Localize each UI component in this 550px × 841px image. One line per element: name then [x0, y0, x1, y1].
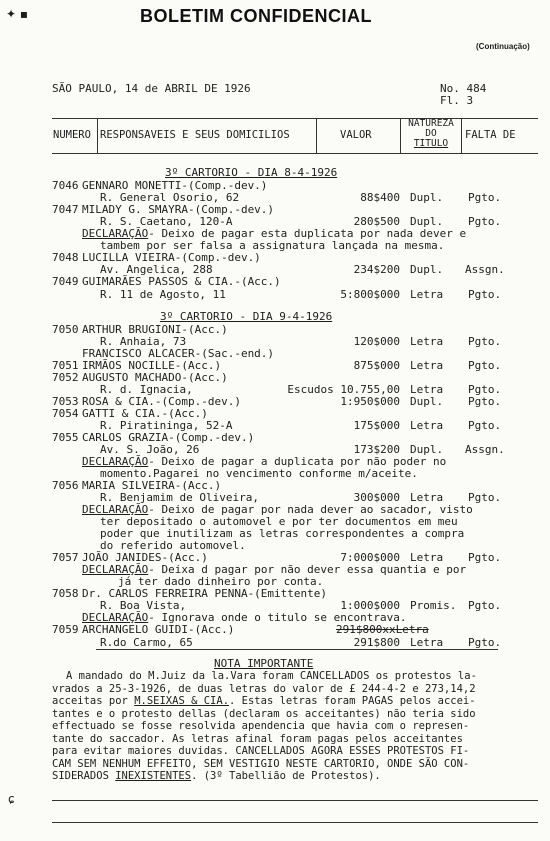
- ink-mark-bottom-left: ɕ: [8, 792, 15, 806]
- row-7047-falta: Pgto.: [468, 215, 502, 228]
- row-7049-valor: 5:800$000: [340, 288, 400, 301]
- row-7047-declaracao-cont: tambem por ser falsa a assignatura lançada na mesma.: [100, 239, 445, 252]
- nota-line-3c: . Estas letras foram PAGAS pelos accei-: [229, 695, 476, 707]
- nota-line-9: [52, 770, 477, 783]
- row-7058-valor: 1:000$000: [340, 599, 400, 612]
- row-7048-valor: 234$200: [353, 263, 400, 276]
- nota-line-9c: . (3º Tabellião de Protestos).: [191, 770, 381, 782]
- nota-line-5: effectuado se fosse resolvida apendencia que havia com o represen-: [52, 720, 470, 732]
- declaracao-label: DECLARAÇÃO: [82, 503, 149, 516]
- row-7050-falta: Pgto.: [468, 335, 502, 348]
- nota-heading: NOTA IMPORTANTE: [214, 657, 314, 670]
- row-7055-num: 7055: [52, 431, 79, 444]
- declaracao-label: DECLARAÇÃO: [82, 563, 149, 576]
- nota-body: [52, 670, 477, 783]
- row-7054-name: GATTI & CIA.-(Acc.): [82, 407, 208, 420]
- col-divider-1: [97, 118, 98, 153]
- row-7059-underline: [96, 649, 498, 650]
- row-7046-num: 7046: [52, 179, 79, 192]
- row-7050-name: ARTHUR BRUGIONI-(Acc.): [82, 323, 228, 336]
- col-divider-4: [461, 118, 462, 153]
- row-7056-declaracao-cont-1: ter depositado o automovel e por ter documentos em meu: [100, 515, 458, 528]
- row-7049-falta: Pgto.: [468, 288, 502, 301]
- col-header-valor: VALOR: [340, 129, 372, 141]
- col-header-natureza-line2: DO: [425, 128, 437, 139]
- row-7058-falta: Pgto.: [468, 599, 502, 612]
- row-7049-name: GUIMARÃES PASSOS & CIA.-(Acc.): [82, 275, 281, 288]
- row-7049-tipo: Letra: [410, 288, 444, 301]
- row-7051-falta: Pgto.: [468, 359, 502, 372]
- ink-mark-top-left: ✦ ▪: [6, 7, 29, 21]
- row-7057-valor: 7:000$000: [340, 551, 400, 564]
- row-7049-addr: R. 11 de Agosto, 11: [100, 288, 226, 301]
- row-7058-addr: R. Boa Vista,: [100, 599, 187, 612]
- row-7057-name: JOÃO JANIDES-(Acc.): [82, 551, 208, 564]
- row-7047-num: 7047: [52, 203, 79, 216]
- row-7059-falta: Pgto.: [468, 636, 502, 649]
- nota-line-3a: acceitas por: [52, 695, 135, 707]
- row-7059-struck-entry: 291$800xxLetra: [336, 623, 429, 636]
- row-7056-tipo: Letra: [410, 491, 444, 504]
- row-7046-addr: R. General Osorio, 62: [100, 191, 240, 204]
- row-7059-valor: 291$800: [353, 636, 400, 649]
- declaracao-text: - Deixo de pagar a duplicata por não poder no: [148, 455, 447, 468]
- nota-line-1: A mandado do M.Juiz da la.Vara foram CANCELLADOS os protestos la-: [66, 670, 477, 682]
- row-7052-name: AUGUSTO MACHADO-(Acc.): [82, 371, 228, 384]
- section-heading-9-4: 3º CARTORIO - DIA 9-4-1926: [160, 310, 333, 323]
- nota-line-3: [52, 695, 477, 708]
- nota-company: M.SEIXAS & CIA.: [134, 695, 230, 707]
- col-divider-2: [316, 118, 317, 153]
- row-7059-name: ARCHANGELO GUIDI-(Acc.): [82, 623, 235, 636]
- declaracao-label: DECLARAÇÃO: [82, 455, 149, 468]
- row-7050-addr: R. Anhaia, 73: [100, 335, 187, 348]
- row-7052-valor: Escudos 10.755,00: [287, 383, 400, 396]
- row-7056-name: MARIA SILVEIRA-(Acc.): [82, 479, 222, 492]
- col-header-responsaveis: RESPONSAVEIS E SEUS DOMICILIOS: [100, 129, 290, 141]
- table-top-rule: [52, 118, 538, 119]
- row-7052-addr: R. d. Ignacia,: [100, 383, 193, 396]
- row-7059-num: 7059: [52, 623, 79, 636]
- row-7050-valor: 120$000: [353, 335, 400, 348]
- row-7055-tipo: Dupl.: [410, 443, 444, 456]
- row-7057-num: 7057: [52, 551, 79, 564]
- row-7053-name: ROSA & CIA.-(Comp.-dev.): [82, 395, 241, 408]
- declaracao-text: - Deixa d pagar por não dever essa quantia e por: [148, 563, 467, 576]
- city-date: SÃO PAULO, 14 de ABRIL DE 1926: [52, 82, 251, 95]
- col-header-natureza-line3: TITULO: [413, 138, 449, 149]
- row-7059-tipo: Letra: [410, 636, 444, 649]
- nota-line-4: tantes e o protesto dellas (declaram os acceitantes) não teria sido: [52, 707, 476, 720]
- row-7055-name: CARLOS GRAZIA-(Comp.-dev.): [82, 431, 255, 444]
- row-7048-num: 7048: [52, 251, 79, 264]
- declaracao-text: - Deixo de pagar por nada dever ao sacador, visto: [148, 503, 473, 516]
- row-7052-falta: Pgto.: [468, 383, 502, 396]
- col-header-natureza-line1: NATUREZA: [408, 118, 454, 129]
- col-divider-3: [400, 118, 401, 153]
- row-7048-tipo: Dupl.: [410, 263, 444, 276]
- row-7057-declaracao-cont: já ter dado dinheiro por conta.: [118, 575, 324, 588]
- declaracao-label: DECLARAÇÃO: [82, 611, 149, 624]
- row-7050-num: 7050: [52, 323, 79, 336]
- row-7058-num: 7058: [52, 587, 79, 600]
- row-7053-num: 7053: [52, 395, 79, 408]
- row-7049-num: 7049: [52, 275, 79, 288]
- row-7055-addr: Av. S. João, 26: [100, 443, 200, 456]
- row-7053-tipo: Dupl.: [410, 395, 444, 408]
- document-title: BOLETIM CONFIDENCIAL: [140, 6, 372, 26]
- row-7058-name: Dr. CARLOS FERREIRA PENNA-(Emittente): [82, 587, 328, 600]
- row-7056-declaracao-cont-3: do referido automovel.: [100, 539, 246, 552]
- row-7057-falta: Pgto.: [468, 551, 502, 564]
- row-7059-addr: R.do Carmo, 65: [100, 636, 193, 649]
- declaracao-text: - Ignorava onde o titulo se encontrava.: [148, 611, 407, 624]
- row-7055-valor: 173$200: [353, 443, 400, 456]
- row-7054-num: 7054: [52, 407, 79, 420]
- row-7046-valor: 88$400: [360, 191, 400, 204]
- row-7051-num: 7051: [52, 359, 79, 372]
- nota-line-7: para evitar maiores duvidas. CANCELLADOS AGORA ESSES PROTESTOS FI-: [52, 745, 470, 757]
- col-header-numero: NUMERO: [53, 129, 91, 141]
- row-7051-tipo: Letra: [410, 359, 444, 372]
- row-7054-falta: Pgto.: [468, 419, 502, 432]
- row-7048-name: LUCILLA VIEIRA-(Comp.-dev.): [82, 251, 261, 264]
- row-7054-tipo: Letra: [410, 419, 444, 432]
- row-7053-falta: Pgto.: [468, 395, 502, 408]
- continuation-label: (Continuação): [476, 42, 530, 51]
- col-header-falta: FALTA DE: [465, 129, 516, 141]
- row-7054-valor: 175$000: [353, 419, 400, 432]
- row-7050-tipo: Letra: [410, 335, 444, 348]
- row-7056-num: 7056: [52, 479, 79, 492]
- row-7055-falta: Assgn.: [465, 443, 505, 456]
- row-7053-valor: 1:950$000: [340, 395, 400, 408]
- nota-line-2: vrados a 25-3-1926, de duas letras do valor de £ 244-4-2 e 273,14,2: [52, 682, 476, 695]
- row-7056-declaracao-cont-2: poder que inutilizam as letras correspondentes a compra: [100, 527, 465, 540]
- row-7056-falta: Pgto.: [468, 491, 502, 504]
- row-7052-num: 7052: [52, 371, 79, 384]
- section-heading-8-4: 3º CARTORIO - DIA 8-4-1926: [165, 166, 338, 179]
- declaracao-label: DECLARAÇÃO: [82, 227, 149, 240]
- row-7056-valor: 300$000: [353, 491, 400, 504]
- col-header-natureza: [402, 119, 460, 149]
- row-7046-tipo: Dupl.: [410, 191, 444, 204]
- nota-line-6: tante do saccador. As letras afinal foram pagas pelos acceitantes: [52, 732, 463, 745]
- row-7050-extra: FRANCISCO ALCACER-(Sac.-end.): [82, 347, 275, 360]
- nota-inexistentes: INEXISTENTES: [115, 770, 192, 782]
- row-7048-falta: Assgn.: [465, 263, 505, 276]
- row-7046-name: GENNARO MONETTI-(Comp.-dev.): [82, 179, 268, 192]
- nota-line-9a: SIDERADOS: [52, 770, 116, 782]
- sheet-number: Fl. 3: [440, 94, 474, 107]
- row-7051-name: IRMÃOS NOCILLE-(Acc.): [82, 359, 222, 372]
- row-7047-tipo: Dupl.: [410, 215, 444, 228]
- nota-line-8: CAM SEM NENHUM EFFEITO, SEM VESTIGIO NESTE CARTORIO, ONDE SÃO CON-: [52, 757, 470, 770]
- row-7054-addr: R. Piratininga, 52-A: [100, 419, 233, 432]
- footer-rule-2: [52, 822, 538, 823]
- row-7048-addr: Av. Angelica, 288: [100, 263, 213, 276]
- row-7047-addr: R. S. Caetano, 120-A: [100, 215, 233, 228]
- bulletin-number: No. 484: [440, 82, 487, 95]
- row-7058-tipo: Promis.: [410, 599, 457, 612]
- row-7047-valor: 280$500: [353, 215, 400, 228]
- row-7052-tipo: Letra: [410, 383, 444, 396]
- table-header-rule: [52, 153, 538, 154]
- footer-rule-1: [52, 800, 538, 801]
- row-7057-tipo: Letra: [410, 551, 444, 564]
- row-7055-declaracao-cont: momento.Pagarei no vencimento conforme m/aceite.: [100, 467, 418, 480]
- declaracao-text: - Deixo de pagar esta duplicata por nada dever e: [148, 227, 467, 240]
- row-7056-addr: R. Benjamim de Oliveira,: [100, 491, 259, 504]
- row-7047-name: MILADY G. SMAYRA-(Comp.-dev.): [82, 203, 275, 216]
- row-7046-falta: Pgto.: [468, 191, 502, 204]
- row-7051-valor: 875$000: [353, 359, 400, 372]
